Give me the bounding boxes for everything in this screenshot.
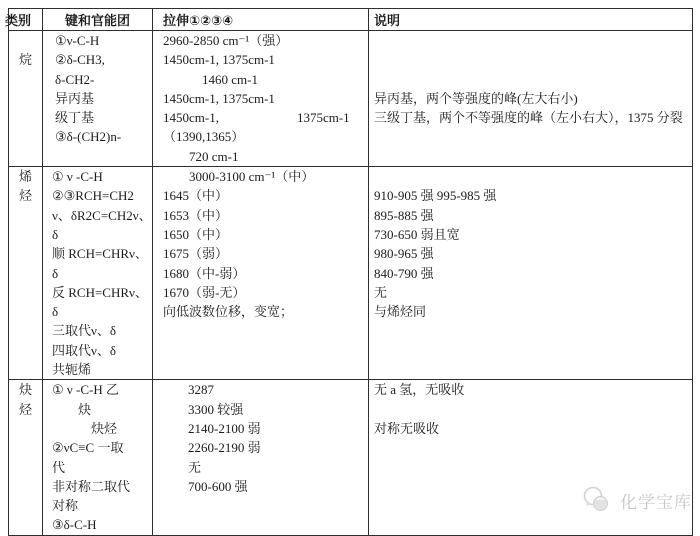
- table-line: 1653（中）: [163, 207, 229, 223]
- table-line: [374, 341, 692, 360]
- table-line: 2960-2850 cm⁻¹（强）: [163, 33, 289, 48]
- table-line: ①ν-C-H: [55, 33, 100, 48]
- table-line: 炔: [52, 401, 92, 417]
- table-line: 反 RCH=CHRν、: [52, 284, 148, 300]
- table-line: [163, 360, 368, 379]
- table-line: [55, 147, 152, 166]
- table-line: 700-600 强: [188, 478, 248, 494]
- table-line: [374, 515, 692, 534]
- table-line: ① ν -C-H: [52, 169, 103, 185]
- table-line: [163, 341, 368, 360]
- table-line: [374, 31, 692, 50]
- table-line: 980-965 强: [374, 246, 434, 262]
- table-line: 840-790 强: [374, 265, 434, 281]
- table-line: [374, 147, 692, 166]
- table-line: 共轭烯: [52, 362, 92, 378]
- table-line: 烷: [18, 52, 32, 68]
- table-body: [9, 31, 693, 536]
- table-line: 三级丁基，两个不等强度的峰（左小右大），1375 分裂: [374, 110, 683, 126]
- table-line: 720 cm-1: [163, 148, 239, 164]
- stretch-cell: [153, 167, 369, 380]
- table-line: ②③RCH=CH2: [52, 188, 134, 204]
- table-line: （1390,1365）: [163, 129, 245, 145]
- table-line: 无: [188, 459, 202, 475]
- table-line: [374, 438, 692, 457]
- watermark: [581, 486, 692, 514]
- notes-cell: [369, 167, 693, 380]
- table-line: [188, 496, 368, 515]
- chemistry-treasury-logo-icon: [581, 486, 615, 514]
- table-line: [374, 167, 692, 186]
- table-line: 对称: [52, 498, 79, 514]
- table-line: 1650（中）: [163, 226, 229, 242]
- stretch-cell: [153, 31, 369, 167]
- table-line: [374, 458, 692, 477]
- table-line: 向低波数位移，变宽；: [163, 304, 294, 320]
- table-line: ① ν -C-H 乙: [52, 382, 119, 398]
- header-stretch: 拉伸①②③④: [153, 9, 369, 31]
- table-line: 无 a 氢，无吸收: [374, 382, 465, 398]
- table-line: 1450cm-1, 1375cm-1: [163, 90, 275, 106]
- table-line: 烃: [18, 401, 32, 417]
- table-row: [9, 167, 693, 380]
- table-line: δ: [52, 226, 59, 242]
- table-line: 1675（弱）: [163, 246, 229, 262]
- ir-spectra-table: [5, 8, 693, 536]
- table-line: [163, 321, 368, 340]
- table-line: 730-650 弱且宽: [374, 226, 460, 242]
- table-row: [9, 31, 693, 167]
- table-line: δ-CH2-: [55, 71, 95, 87]
- table-line: ③δ-(CH2)n-: [55, 129, 122, 145]
- table-line: 2140-2100 弱: [188, 420, 261, 436]
- table-line: 3000-3100 cm⁻¹（中）: [163, 169, 315, 185]
- table-line: [188, 515, 368, 534]
- notes-cell: [369, 31, 693, 167]
- table-line: 1645（中）: [163, 188, 229, 204]
- table-line: 对称无吸收: [374, 420, 440, 436]
- table-line: [374, 70, 692, 89]
- table-line: 代: [52, 459, 66, 475]
- watermark-text: 化学宝库: [620, 492, 692, 513]
- table-line: δ: [52, 304, 59, 320]
- table-line: [374, 321, 692, 340]
- table-line: 四取代ν、δ: [52, 342, 117, 358]
- table-line: [9, 31, 42, 50]
- table-line: 1680（中-弱）: [163, 265, 246, 281]
- table-line: 1450cm-1, 1375cm-1: [163, 110, 350, 126]
- table-line: ②δ-CH3,: [55, 52, 105, 68]
- table-line: [374, 400, 692, 419]
- table-line: [374, 50, 692, 69]
- bonds-cell: [43, 31, 153, 167]
- table-line: ν、δR2C=CH2ν、: [52, 207, 152, 223]
- table-line: 炔烃: [52, 420, 118, 436]
- table-line: 895-885 强: [374, 207, 434, 223]
- table-line: 顺 RCH=CHRν、: [52, 246, 148, 262]
- table-line: 1460 cm-1: [163, 71, 258, 87]
- table-line: 与烯烃同: [374, 304, 427, 320]
- table-line: 910-905 强 995-985 强: [374, 188, 497, 204]
- table-line: 1670（弱-无）: [163, 284, 246, 300]
- category-cell: [9, 31, 43, 167]
- table-header-row: [5, 9, 693, 31]
- table-line: [374, 360, 692, 379]
- table-line: 2260-2190 弱: [188, 440, 261, 456]
- table-line: δ: [52, 265, 59, 281]
- table-line: 烯: [18, 169, 32, 185]
- category-cell: [9, 167, 43, 380]
- header-notes: 说明: [369, 9, 693, 31]
- stretch-cell: [153, 380, 369, 535]
- table-line: 级丁基: [55, 110, 95, 126]
- table-line: 三取代ν、δ: [52, 323, 117, 339]
- table-line: ②νC≡C 一取: [52, 440, 124, 456]
- header-category: 类别: [9, 9, 43, 31]
- bonds-cell: [43, 380, 153, 535]
- table-line: 1450cm-1, 1375cm-1: [163, 52, 275, 68]
- table-line: ③δ-C-H: [52, 517, 97, 533]
- table-line: 3287: [188, 382, 214, 398]
- table-line: 炔: [18, 382, 32, 398]
- header-bonds-functional-groups: 键和官能团: [43, 9, 153, 31]
- category-cell: [9, 380, 43, 535]
- table-line: [374, 127, 692, 146]
- table-line: 3300 较强: [188, 401, 244, 417]
- table-line: 烃: [18, 188, 32, 204]
- table-line: 异丙基: [55, 90, 95, 106]
- bonds-cell: [43, 167, 153, 380]
- table-line: 非对称二取代: [52, 478, 131, 494]
- table-line: 异丙基，两个等强度的峰(左大右小): [374, 90, 578, 106]
- table-line: 无: [374, 284, 388, 300]
